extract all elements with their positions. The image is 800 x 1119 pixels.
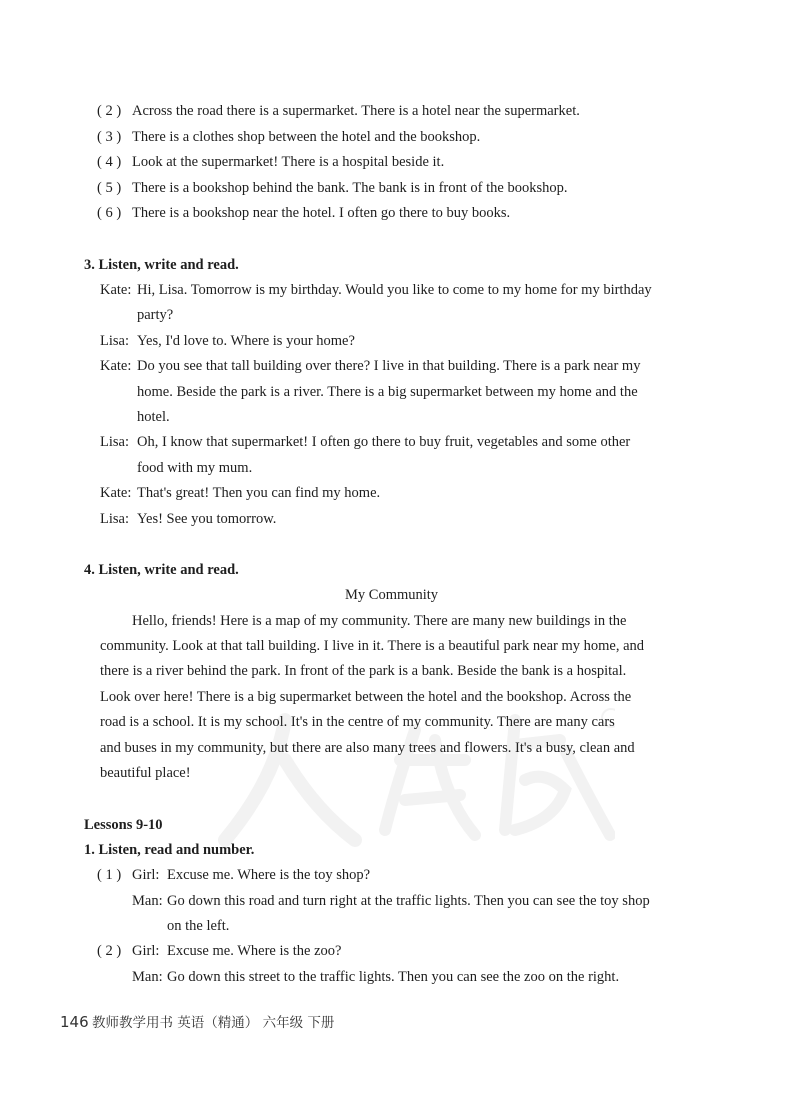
dialogue-line: food with my mum. xyxy=(137,460,253,476)
speaker-label: Lisa: xyxy=(100,333,129,349)
dialogue-line: That's great! Then you can find my home. xyxy=(137,485,381,501)
item-number: ( 2 ) xyxy=(97,103,122,119)
item-number: ( 5 ) xyxy=(97,180,122,196)
item-number: ( 4 ) xyxy=(97,154,122,170)
dialogue-line: Yes, I'd love to. Where is your home? xyxy=(137,333,355,349)
speaker-label: Girl: xyxy=(132,867,160,883)
item-text: There is a clothes shop between the hotel and the bookshop. xyxy=(132,129,481,145)
passage-line: Look over here! There is a big supermarket between the hotel and the bookshop. Across the xyxy=(100,689,632,705)
dialogue-line: Oh, I know that supermarket! I often go there to buy fruit, vegetables and some other xyxy=(137,434,631,450)
speaker-label: Girl: xyxy=(132,943,160,959)
dialogue-line: home. Beside the park is a river. There is a big supermarket between my home and the xyxy=(137,384,638,400)
dialogue-line: Do you see that tall building over there? I live in that building. There is a park near my xyxy=(137,358,641,374)
dialogue-line: Yes! See you tomorrow. xyxy=(137,511,277,527)
item-number: ( 3 ) xyxy=(97,129,122,145)
dialogue-line: Hi, Lisa. Tomorrow is my birthday. Would you like to come to my home for my birthday xyxy=(137,282,652,298)
section-heading: 1. Listen, read and number. xyxy=(84,842,255,858)
item-number: ( 2 ) xyxy=(97,943,122,959)
speaker-label: Lisa: xyxy=(100,434,129,450)
item-text: There is a bookshop near the hotel. I often go there to buy books. xyxy=(132,205,511,221)
dialogue-line: Excuse me. Where is the toy shop? xyxy=(167,867,371,883)
page-number: 146 xyxy=(60,1013,89,1031)
dialogue-line: Excuse me. Where is the zoo? xyxy=(167,943,342,959)
speaker-label: Lisa: xyxy=(100,511,129,527)
item-text: Look at the supermarket! There is a hospital beside it. xyxy=(132,154,445,170)
passage-line: road is a school. It is my school. It's in the centre of my community. There are many cars xyxy=(100,714,615,730)
section-heading: 4. Listen, write and read. xyxy=(84,562,239,578)
item-text: Across the road there is a supermarket. There is a hotel near the supermarket. xyxy=(132,103,580,119)
item-number: ( 1 ) xyxy=(97,867,122,883)
book-title: 教师教学用书 英语（精通） 六年级 下册 xyxy=(92,1015,335,1031)
dialogue-line: hotel. xyxy=(137,409,170,425)
speaker-label: Man: xyxy=(132,969,163,985)
passage-line: and buses in my community, but there are also many trees and flowers. It's a busy, clean and xyxy=(100,740,635,756)
item-text: There is a bookshop behind the bank. The bank is in front of the bookshop. xyxy=(132,180,568,196)
section-heading: 3. Listen, write and read. xyxy=(84,257,239,273)
dialogue-line: on the left. xyxy=(167,918,230,934)
item-number: ( 6 ) xyxy=(97,205,122,221)
dialogue-line: Go down this street to the traffic lights. Then you can see the zoo on the right. xyxy=(167,969,620,985)
passage-line: there is a river behind the park. In front of the park is a bank. Beside the bank is a hospital. xyxy=(100,663,627,679)
speaker-label: Kate: xyxy=(100,282,132,298)
dialogue-line: party? xyxy=(137,307,174,323)
passage-line: beautiful place! xyxy=(100,765,191,781)
passage-line: Hello, friends! Here is a map of my community. There are many new buildings in the xyxy=(132,613,627,629)
dialogue-line: Go down this road and turn right at the traffic lights. Then you can see the toy shop xyxy=(167,893,650,909)
lesson-title: Lessons 9-10 xyxy=(84,817,163,833)
passage-line: community. Look at that tall building. I live in it. There is a beautiful park near my home, and xyxy=(100,638,645,654)
speaker-label: Kate: xyxy=(100,358,132,374)
passage-title: My Community xyxy=(345,587,439,603)
speaker-label: Man: xyxy=(132,893,163,909)
speaker-label: Kate: xyxy=(100,485,132,501)
